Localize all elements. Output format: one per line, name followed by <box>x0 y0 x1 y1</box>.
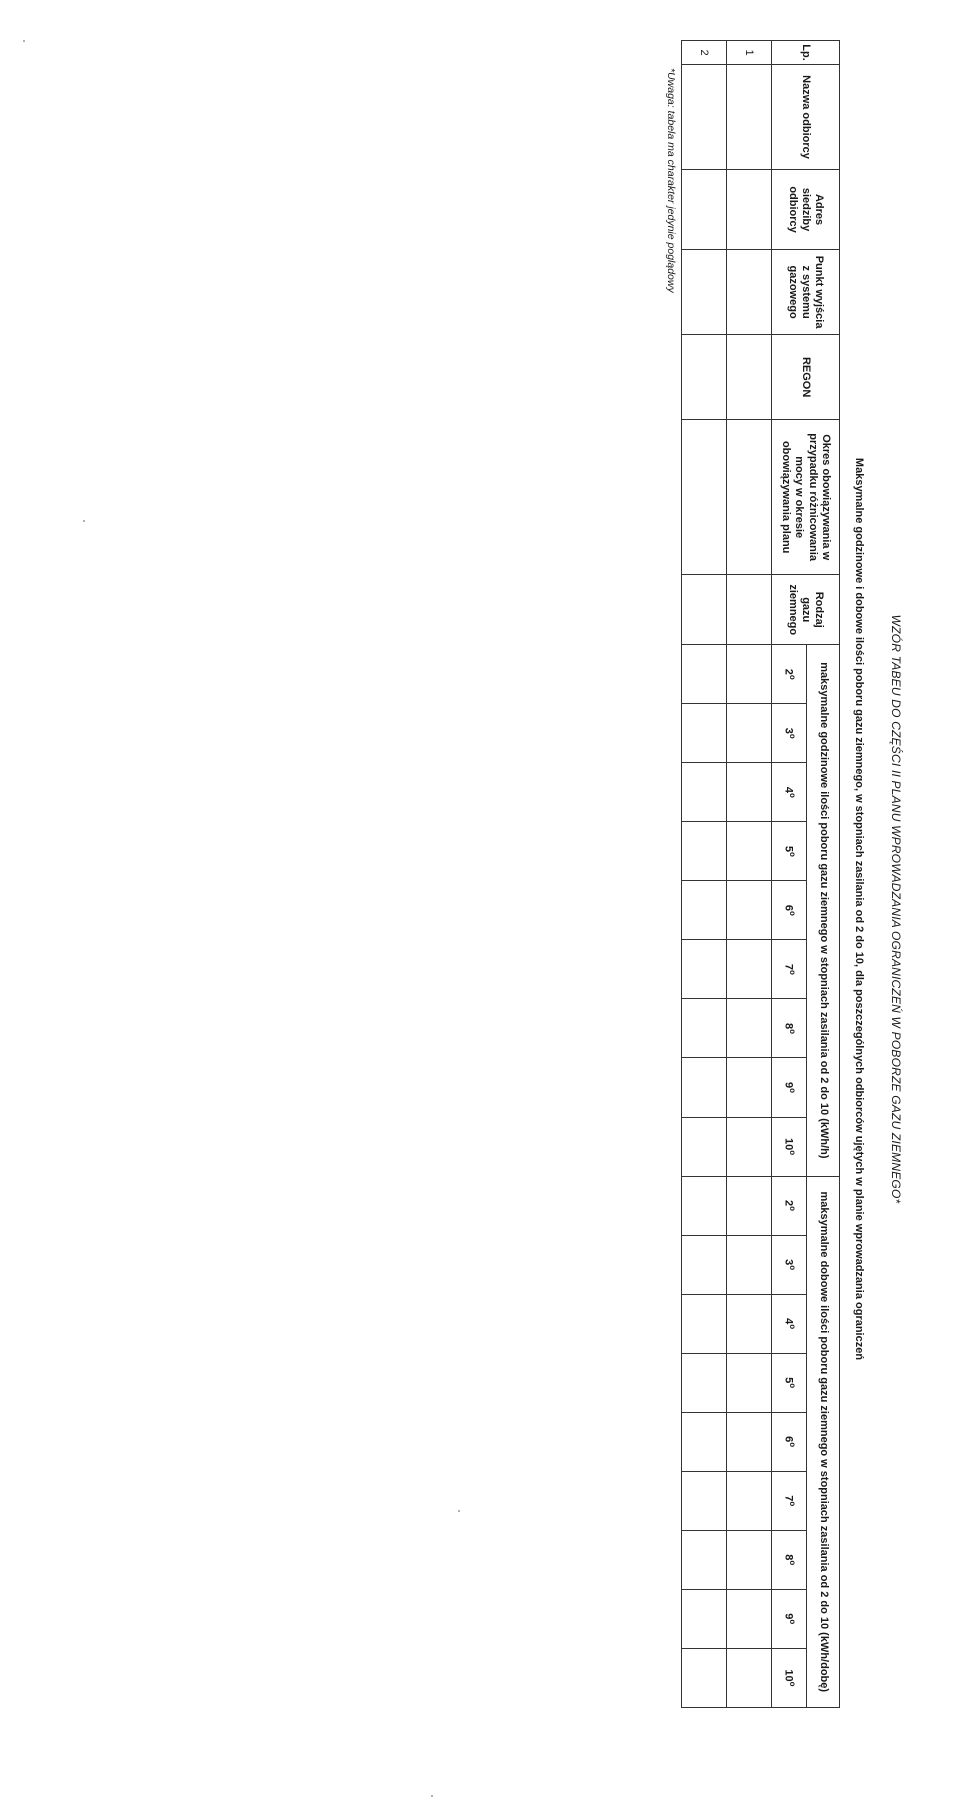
degree-number: 8 <box>782 1554 795 1561</box>
empty-cell <box>727 704 772 763</box>
hourly-degree-4 <box>772 763 807 822</box>
degree-number: 3 <box>782 727 795 734</box>
empty-cell <box>727 420 772 575</box>
degree-symbol: o <box>787 1324 797 1330</box>
empty-cell <box>727 940 772 999</box>
degree-symbol: o <box>787 1150 797 1156</box>
empty-cell <box>682 763 727 822</box>
empty-cell <box>682 1412 727 1471</box>
empty-cell <box>682 881 727 940</box>
empty-cell <box>727 822 772 881</box>
degree-number: 4 <box>782 786 795 793</box>
supply-limits-table <box>681 40 840 1708</box>
degree-symbol: o <box>787 1619 797 1625</box>
empty-cell <box>727 645 772 704</box>
daily-group-header: maksymalne dobowe ilości poboru gazu ziemnego w stopniach zasilania od 2 do 10 (kWh/dobę) <box>807 1176 840 1707</box>
empty-cell <box>682 1471 727 1530</box>
hourly-degree-7 <box>772 940 807 999</box>
empty-cell <box>682 1530 727 1589</box>
table-row <box>682 41 727 1708</box>
degree-symbol: o <box>787 911 797 916</box>
empty-cell <box>682 1294 727 1353</box>
empty-cell <box>682 420 727 575</box>
scan-speck <box>83 520 85 522</box>
degree-symbol: o <box>787 792 797 798</box>
degree-symbol: o <box>787 970 797 975</box>
degree-symbol: o <box>787 1442 797 1448</box>
scan-speck <box>23 40 25 42</box>
empty-cell <box>682 704 727 763</box>
degree-number: 2 <box>782 1200 795 1207</box>
daily-degree-8 <box>772 1530 807 1589</box>
empty-cell <box>682 999 727 1058</box>
degree-number: 4 <box>782 1318 795 1325</box>
empty-cell <box>727 65 772 170</box>
empty-cell <box>682 170 727 250</box>
empty-cell <box>682 1648 727 1707</box>
degree-number: 10 <box>782 1669 795 1682</box>
scan-speck <box>458 1510 460 1512</box>
degree-number: 6 <box>782 1436 795 1443</box>
footnote: *Uwaga: tabela ma charakter jedynie poglądowy <box>665 68 677 293</box>
degree-number: 5 <box>782 1377 795 1384</box>
empty-cell <box>727 170 772 250</box>
empty-cell <box>727 1235 772 1294</box>
degree-symbol: o <box>787 1383 797 1389</box>
name-header: Nazwa odbiorcy <box>772 65 840 170</box>
degree-number: 7 <box>782 963 795 971</box>
empty-cell <box>727 763 772 822</box>
daily-degree-10 <box>772 1648 807 1707</box>
degree-number: 9 <box>782 1081 795 1089</box>
degree-number: 5 <box>782 845 795 852</box>
degree-symbol: o <box>787 1265 797 1271</box>
empty-cell <box>727 1530 772 1589</box>
empty-cell <box>727 1294 772 1353</box>
empty-cell <box>727 1589 772 1648</box>
degree-symbol: o <box>787 1206 797 1212</box>
empty-cell <box>727 335 772 420</box>
table-subtitle: Maksymalne godzinowe i dobowe ilości poboru gazu ziemnego, w stopniach zasilania od 2 do 10, dla poszczególnych odbiorców ujętych w planie wprowadzania ograniczeń <box>853 457 865 1361</box>
empty-cell <box>682 1589 727 1648</box>
empty-cell <box>682 1117 727 1176</box>
empty-cell <box>727 881 772 940</box>
empty-cell <box>727 1058 772 1117</box>
daily-degree-4 <box>772 1294 807 1353</box>
degree-symbol: o <box>787 1088 797 1093</box>
address-header: Adres siedziby odbiorcy <box>772 170 840 250</box>
degree-symbol: o <box>787 1029 797 1034</box>
degree-number: 9 <box>782 1613 795 1620</box>
empty-cell <box>682 645 727 704</box>
daily-degree-2 <box>772 1176 807 1235</box>
hourly-degree-9 <box>772 1058 807 1117</box>
empty-cell <box>727 1648 772 1707</box>
regon-header: REGON <box>772 335 840 420</box>
hourly-degree-8 <box>772 999 807 1058</box>
degree-symbol: o <box>787 674 797 680</box>
row-number: 2 <box>682 41 727 65</box>
scan-speck <box>431 1795 433 1797</box>
degree-number: 7 <box>782 1495 795 1502</box>
empty-cell <box>682 335 727 420</box>
empty-cell <box>727 1412 772 1471</box>
hourly-degree-3 <box>772 704 807 763</box>
degree-number: 10 <box>782 1137 795 1151</box>
degree-symbol: o <box>787 851 797 857</box>
empty-cell <box>682 250 727 335</box>
degree-number: 3 <box>782 1259 795 1266</box>
empty-cell <box>727 575 772 645</box>
hourly-degree-10 <box>772 1117 807 1176</box>
empty-cell <box>727 1471 772 1530</box>
table-body <box>682 41 772 1708</box>
period-header: Okres obowiązywania w przypadku różnicowania mocy w okresie obowiązywania planu <box>772 420 840 575</box>
empty-cell <box>682 575 727 645</box>
hourly-degree-5 <box>772 822 807 881</box>
empty-cell <box>682 940 727 999</box>
degree-number: 8 <box>782 1022 795 1030</box>
empty-cell <box>727 1117 772 1176</box>
hourly-degree-2 <box>772 645 807 704</box>
degree-number: 2 <box>782 668 795 675</box>
degree-symbol: o <box>787 733 797 739</box>
empty-cell <box>727 250 772 335</box>
document-title: WZÓR TABEU DO CZĘŚCI II PLANU WPROWADZANIA OGRANICZEŃ W POBORZE GAZU ZIEMNEGO* <box>889 614 903 1204</box>
exit-point-header: Punkt wyjścia z systemu gazowego <box>772 250 840 335</box>
empty-cell <box>682 1176 727 1235</box>
daily-degree-7 <box>772 1471 807 1530</box>
empty-cell <box>682 1058 727 1117</box>
gas-type-header: Rodzaj gazu ziemnego <box>772 575 840 645</box>
lp-header: Lp. <box>772 41 840 65</box>
degree-number: 6 <box>782 904 795 911</box>
empty-cell <box>727 1176 772 1235</box>
empty-cell <box>682 65 727 170</box>
empty-cell <box>682 1235 727 1294</box>
daily-degree-6 <box>772 1412 807 1471</box>
degree-symbol: o <box>787 1560 797 1566</box>
daily-degree-9 <box>772 1589 807 1648</box>
daily-degree-5 <box>772 1353 807 1412</box>
empty-cell <box>727 1353 772 1412</box>
empty-cell <box>727 999 772 1058</box>
hourly-degree-6 <box>772 881 807 940</box>
row-number: 1 <box>727 41 772 65</box>
empty-cell <box>682 1353 727 1412</box>
empty-cell <box>682 822 727 881</box>
degree-symbol: o <box>787 1681 797 1687</box>
hourly-group-header: maksymalne godzinowe ilości poboru gazu ziemnego w stopniach zasilania od 2 do 10 (kWh/h) <box>807 645 840 1176</box>
table-row <box>727 41 772 1708</box>
degree-symbol: o <box>787 1501 797 1507</box>
daily-degree-3 <box>772 1235 807 1294</box>
